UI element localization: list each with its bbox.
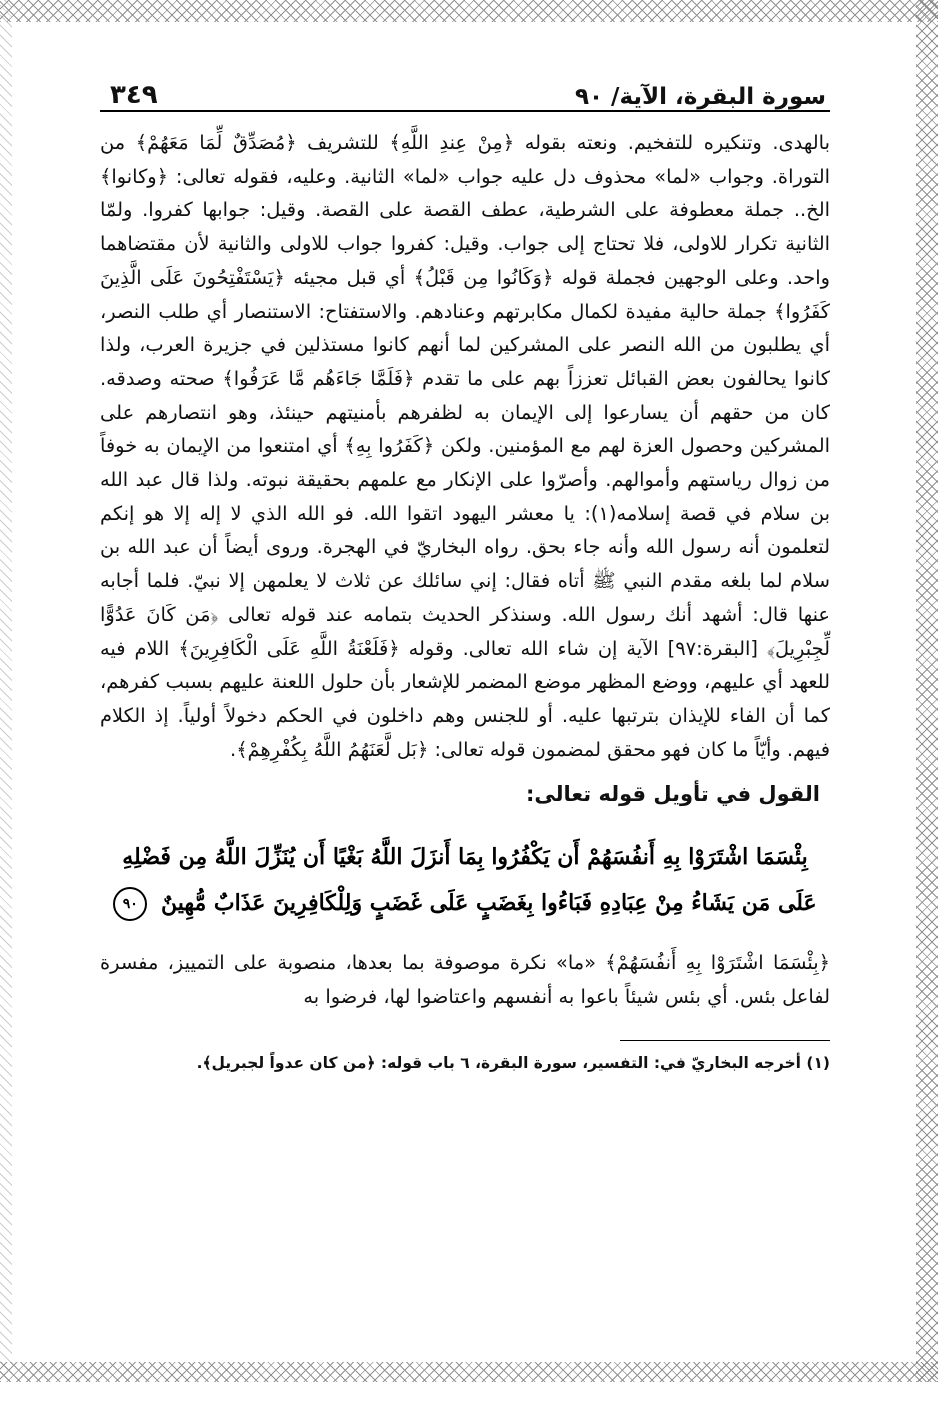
decorative-border-bottom [0,1362,938,1382]
paragraph: بالهدى. وتنكيره للتفخيم. ونعته بقوله ﴿مِنْ عِندِ اللَّهِ﴾ للتشريف ﴿مُصَدِّقٌ لِّمَا مَعَهُمْ﴾ من التوراة. وجواب «لما» محذوف دل عليه جواب «لما» الثانية. وعليه، فقوله تعالى: ﴿وكانوا﴾ الخ.. جملة معطوفة على الشرطية، عطف القصة على القصة. وقيل: جوابها كفروا. ولمّا الثانية تكرار للاولى، فلا تحتاج إلى جواب. وقيل: كفروا جواب للاولى والثانية لأن مقتضاهما واحد. وعلى الوجهين فجملة قوله ﴿وَكَانُوا مِن قَبْلُ﴾ أي قبل مجيئه ﴿يَسْتَفْتِحُونَ عَلَى الَّذِينَ كَفَرُوا﴾ جملة حالية مفيدة لكمال مكابرتهم وعنادهم. والاستفتاح: الاستنصار أي طلب النصر، أي يطلبون من الله النصر على المشركين لما أنهم كانوا مستذلين في جزيرة العرب، ولذا كانوا يحالفون بعض القبائل تعززاً بهم على ما تقدم ﴿فَلَمَّا جَاءَهُم مَّا عَرَفُوا﴾ صحته وصدقه. كان من حقهم أن يسارعوا إلى الإيمان به لظفرهم بأمنيتهم حينئذ، وهو انتصارهم على المشركين وحصول العزة لهم مع المؤمنين. ولكن ﴿كَفَرُوا بِهِ﴾ أي امتنعوا من الإيمان به خوفاً من زوال رياستهم وأموالهم. وأصرّوا على الإنكار مع علمهم بحقيقة نبوته. ولذا قال عبد الله بن سلام في قصة إسلامه(١): يا معشر اليهود اتقوا الله. فو الله الذي لا إله إلا هو إنكم لتعلمون أنه رسول الله وأنه جاء بحق. رواه البخاريّ في الهجرة. وروى أيضاً أن عبد الله بن سلام لما بلغه مقدم النبي ﷺ أتاه فقال: إني سائلك عن ثلاث لا يعلمهن إلا نبيّ. فلما أجابه عنها قال: أشهد أنك رسول الله. وسنذكر الحديث بتمامه عند قوله تعالى ﴿مَن كَانَ عَدُوًّا لِّجِبْرِيلَ﴾ [البقرة:٩٧] الآية إن شاء الله تعالى. وقوله ﴿فَلَعْنَةُ اللَّهِ عَلَى الْكَافِرِينَ﴾ اللام فيه للعهد أي عليهم، ووضع المظهر موضع المضمر للإشعار بأن حلول اللعنة عليهم بسبب كفرهم، كما أن الفاء للإيذان بترتبها عليه. أو للجنس وهم داخلون في الحكم دخولاً أولياً. إذ الكلام فيهم. وأيّاً ما كان فهو محقق لمضمون قوله تعالى: ﴿بَل لَّعَنَهُمُ اللَّهُ بِكُفْرِهِمْ﴾. [100,131,831,761]
paragraph: ﴿بِئْسَمَا اشْتَرَوْا بِهِ أَنفُسَهُمْ﴾ «ما» نكرة موصوفة بما بعدها، منصوبة على التمييز، مفسرة لفاعل بئس. أي بئس شيئاً باعوا به أنفسهم واعتاضوا لها، فرضوا به [100,950,830,1008]
decorative-border-right [916,0,938,1382]
verse-text: بِئْسَمَا اشْتَرَوْا بِهِ أَنفُسَهُمْ أَن يَكْفُرُوا بِمَا أَنزَلَ اللَّهُ بَغْيًا أَن يُنَزِّلَ اللَّهُ مِن فَضْلِهِ عَلَى مَن يَشَاءُ مِنْ عِبَادِهِ فَبَاءُوا بِغَضَبٍ عَلَى غَضَبٍ وَلِلْكَافِرِينَ عَذَابٌ مُّهِينٌ [122,844,817,917]
ayah-number-marker: ٩٠ [113,887,147,921]
section-heading: القول في تأويل قوله تعالى: [526,782,820,807]
quran-verse [100,834,830,926]
running-header [100,66,830,112]
page-number: ٣٤٩ [110,80,158,110]
book-page [100,66,830,1075]
commentary-text [100,126,830,766]
decorative-border-top [0,0,938,22]
decorative-border-left [0,0,12,1382]
verse-commentary [100,946,830,1014]
footnote: (١) أخرجه البخاريّ في: التفسير، سورة البقرة، ٦ باب قوله: ﴿من كان عدواً لجبريل﴾. [196,1053,830,1072]
footnote-divider [620,1040,830,1041]
running-title: سورة البقرة، الآية/ ٩٠ [574,84,826,110]
